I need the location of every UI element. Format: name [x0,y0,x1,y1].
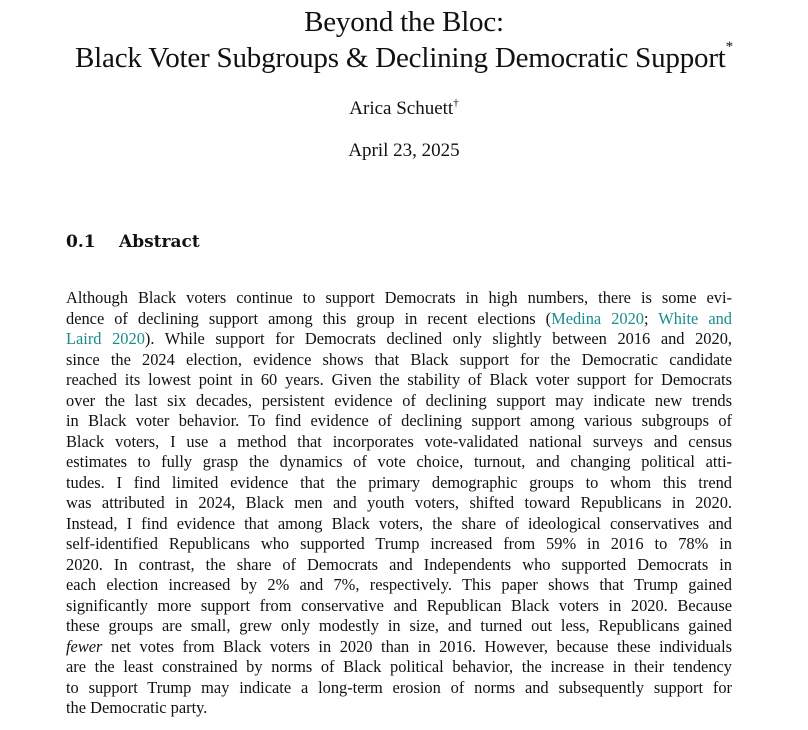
abstract-line [66,514,732,535]
abstract-text: Black voters, I use a method that incorporates vote-validated national surveys and census [66,431,732,451]
abstract-line [66,309,732,330]
abstract-line [66,370,732,391]
abstract-line [66,534,732,555]
abstract-line [66,637,732,658]
abstract-text: these groups are small, grew only modestly in size, and turned out less, Republicans gained [66,616,732,635]
abstract-text: Although Black voters continue to support Democrats in high numbers, there is some evi- [66,288,732,307]
author-footnote-mark[interactable]: † [453,97,459,109]
abstract-text: reached its lowest point in 60 years. Given the stability of Black voter support for Democrats [66,370,732,389]
section-heading [66,232,200,252]
abstract-line [66,329,732,350]
abstract-line [66,391,732,412]
abstract-text: ; [644,308,659,328]
abstract-text: the Democratic party. [66,698,208,717]
abstract-text: over the last six decades, persistent evidence of declining support may indicate new trends [66,390,732,410]
title-footnote-mark[interactable]: * [725,39,733,55]
title-text-1: Beyond the Bloc: [304,6,504,38]
publication-date: April 23, 2025 [348,140,460,161]
abstract-text: since the 2024 election, evidence shows that Black support for the Democratic candidate [66,349,732,369]
abstract-line [66,657,732,678]
citation-link[interactable]: White and [658,308,732,328]
abstract-text: dence of declining support among this group in recent elections ( [66,308,552,328]
author [0,98,808,120]
paper-title-line-1 [0,6,808,39]
abstract-text: each election increased by 2% and 7%, respectively. This paper shows that Trump gained [66,575,732,594]
citation-link[interactable]: Laird 2020 [66,329,145,348]
paper-title-line-2 [0,39,808,75]
abstract-text: estimates to fully grasp the dynamics of vote choice, turnout, and changing political atti- [66,452,732,471]
abstract-body [66,288,732,719]
abstract-text: net votes from Black voters in 2020 than in 2016. However, because these individuals [102,636,732,656]
abstract-line [66,596,732,617]
abstract-text: are the least constrained by norms of Black political behavior, the increase in their tendency [66,657,732,676]
abstract-line [66,575,732,596]
abstract-line [66,411,732,432]
abstract-text: self-identified Republicans who supported Trump increased from 59% in 2016 to 78% in [66,534,732,553]
abstract-text: in Black voter behavior. To find evidence of declining support among various subgroups of [66,411,732,430]
abstract-text: significantly more support from conservative and Republican Black voters in 2020. Because [66,595,732,615]
abstract-text: was attributed in 2024, Black men and youth voters, shifted toward Republicans in 2020. [66,493,732,512]
abstract-line [66,698,732,719]
citation-link[interactable]: Medina 2020 [551,308,644,328]
abstract-text: to support Trump may indicate a long-term erosion of norms and subsequently support for [66,677,732,697]
emphasis-text: fewer [66,636,103,656]
abstract-text: Instead, I find evidence that among Black voters, the share of ideological conservatives and [66,513,732,533]
abstract-line [66,616,732,637]
abstract-line [66,493,732,514]
abstract-line [66,288,732,309]
abstract-line [66,432,732,453]
abstract-line [66,678,732,699]
abstract-line [66,555,732,576]
abstract-line [66,452,732,473]
abstract-text: ). While support for Democrats declined only slightly between 2016 and 2020, [144,329,732,348]
title-text-2: Black Voter Subgroups & Declining Democratic Support [75,42,726,74]
abstract-line [66,350,732,371]
section-number: 0.1 [66,232,96,252]
abstract-text: tudes. I find limited evidence that the primary demographic groups to whom this trend [66,472,732,492]
author-name: Arica Schuett [349,98,454,119]
abstract-text: 2020. In contrast, the share of Democrats and Independents who supported Democrats in [66,554,732,574]
section-title: Abstract [119,232,200,252]
abstract-line [66,473,732,494]
